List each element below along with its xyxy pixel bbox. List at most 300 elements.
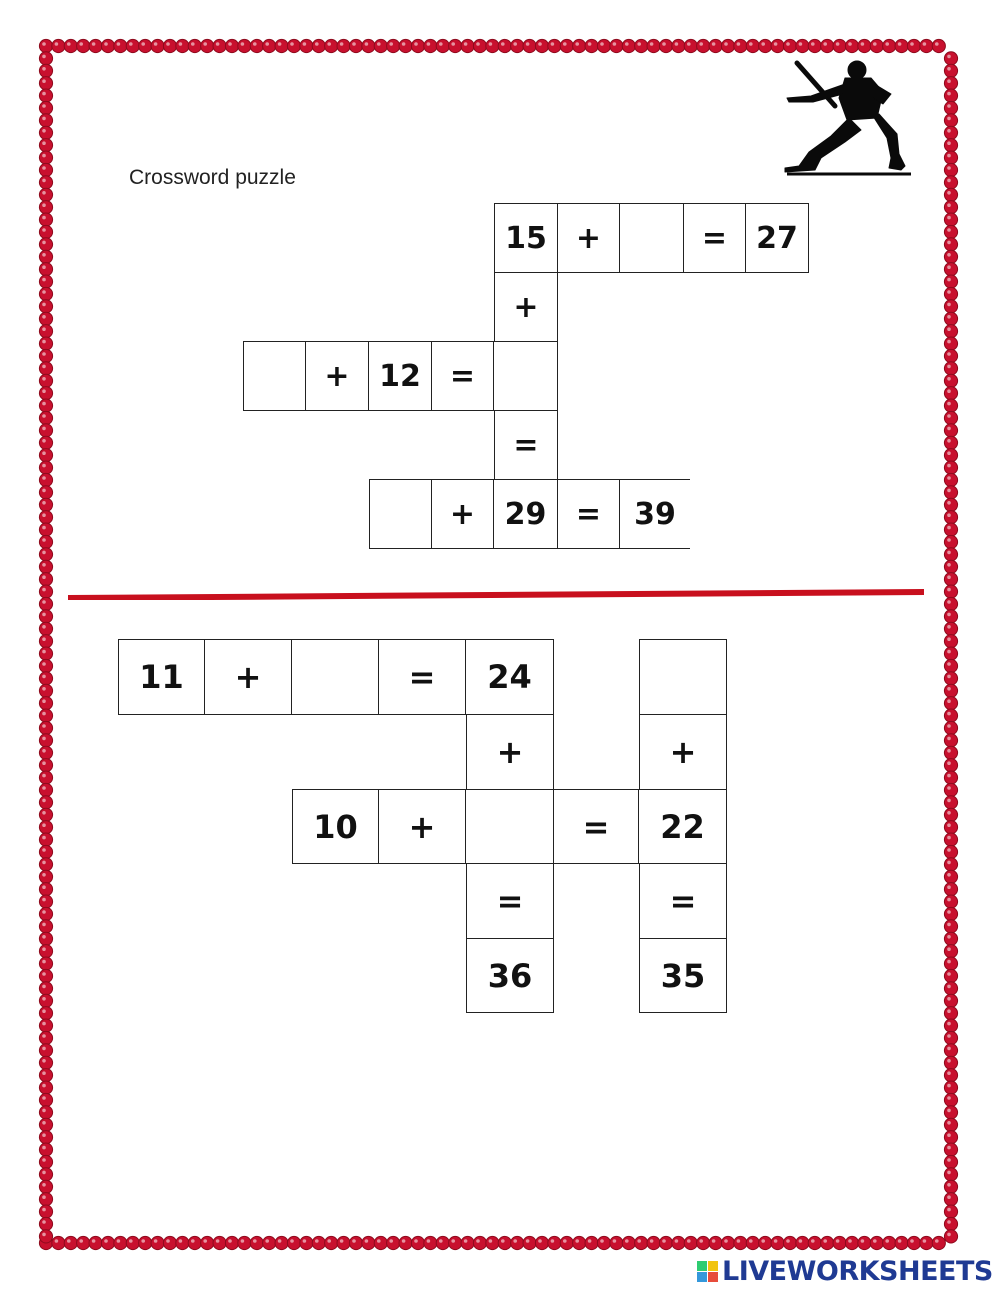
border-bead-highlight: [625, 1239, 629, 1243]
border-bead-highlight: [687, 1239, 691, 1243]
border-bead: [944, 746, 957, 759]
border-bead-highlight: [42, 960, 46, 964]
border-bead: [39, 511, 52, 524]
border-bead-highlight: [42, 439, 46, 443]
border-bead-highlight: [947, 216, 951, 220]
border-bead: [944, 659, 957, 672]
answer-cell[interactable]: [466, 789, 554, 864]
border-bead: [498, 1236, 511, 1249]
border-bead: [39, 89, 52, 102]
border-bead-highlight: [947, 563, 951, 567]
border-bead-highlight: [42, 749, 46, 753]
border-bead: [573, 1236, 586, 1249]
answer-cell[interactable]: [494, 341, 558, 411]
border-bead-highlight: [947, 228, 951, 232]
border-bead: [585, 39, 598, 52]
border-bead-highlight: [42, 1195, 46, 1199]
border-bead: [944, 523, 957, 536]
border-bead-highlight: [947, 600, 951, 604]
border-bead: [944, 796, 957, 809]
border-bead-highlight: [947, 55, 951, 59]
border-bead: [821, 1236, 834, 1249]
answer-cell[interactable]: [369, 479, 432, 549]
border-bead: [362, 39, 375, 52]
border-bead: [944, 436, 957, 449]
border-bead-highlight: [551, 42, 555, 46]
equals-cell: =: [558, 479, 620, 549]
border-bead: [39, 870, 52, 883]
border-bead: [362, 1236, 375, 1249]
border-bead: [39, 225, 52, 238]
border-bead-highlight: [947, 910, 951, 914]
border-bead-highlight: [427, 1239, 431, 1243]
border-bead: [944, 238, 957, 251]
border-bead-highlight: [42, 476, 46, 480]
border-bead: [883, 39, 896, 52]
border-bead-highlight: [848, 1239, 852, 1243]
border-bead: [659, 1236, 672, 1249]
answer-cell[interactable]: [243, 341, 306, 411]
border-bead: [337, 1236, 350, 1249]
border-bead-highlight: [352, 42, 356, 46]
border-bead-highlight: [873, 42, 877, 46]
border-bead-highlight: [823, 1239, 827, 1243]
border-bead: [39, 1056, 52, 1069]
border-bead-highlight: [42, 315, 46, 319]
border-bead-highlight: [92, 42, 96, 46]
border-bead: [944, 473, 957, 486]
border-bead-highlight: [699, 42, 703, 46]
liveworksheets-brand[interactable]: [697, 1255, 993, 1287]
border-bead: [39, 473, 52, 486]
border-bead: [486, 1236, 499, 1249]
border-bead: [944, 399, 957, 412]
border-bead: [263, 39, 276, 52]
border-bead: [944, 151, 957, 164]
border-bead: [349, 39, 362, 52]
border-bead: [250, 1236, 263, 1249]
border-bead-highlight: [402, 1239, 406, 1243]
border-bead-highlight: [935, 1239, 939, 1243]
border-bead-highlight: [42, 675, 46, 679]
border-bead: [337, 39, 350, 52]
border-bead: [39, 64, 52, 77]
border-bead: [944, 672, 957, 685]
border-bead: [39, 1230, 52, 1243]
border-bead: [944, 1168, 957, 1181]
border-bead: [39, 250, 52, 263]
border-bead: [39, 957, 52, 970]
border-bead-highlight: [79, 1239, 83, 1243]
border-bead: [374, 1236, 387, 1249]
border-bead-highlight: [947, 1009, 951, 1013]
border-bead: [944, 1019, 957, 1032]
border-bead-highlight: [712, 1239, 716, 1243]
border-bead: [39, 275, 52, 288]
border-bead: [39, 1155, 52, 1168]
border-bead: [746, 1236, 759, 1249]
border-bead-highlight: [278, 42, 282, 46]
border-bead: [721, 39, 734, 52]
border-bead: [39, 201, 52, 214]
border-bead: [771, 1236, 784, 1249]
border-bead: [944, 994, 957, 1007]
border-bead-highlight: [947, 1171, 951, 1175]
border-bead-highlight: [774, 42, 778, 46]
border-bead: [684, 1236, 697, 1249]
border-bead: [734, 39, 747, 52]
border-bead-highlight: [947, 265, 951, 269]
border-bead: [176, 1236, 189, 1249]
border-bead: [697, 1236, 710, 1249]
border-bead-highlight: [575, 42, 579, 46]
border-bead: [944, 883, 957, 896]
border-bead-highlight: [327, 42, 331, 46]
border-bead-highlight: [947, 377, 951, 381]
border-bead: [783, 39, 796, 52]
border-bead-highlight: [42, 117, 46, 121]
border-bead: [275, 1236, 288, 1249]
border-bead-highlight: [947, 811, 951, 815]
border-bead-highlight: [947, 476, 951, 480]
border-bead-highlight: [575, 1239, 579, 1243]
border-bead: [201, 1236, 214, 1249]
border-bead-highlight: [724, 1239, 728, 1243]
border-bead: [610, 39, 623, 52]
border-bead: [944, 907, 957, 920]
ninja-silhouette-icon: [775, 58, 915, 183]
border-bead-highlight: [947, 1133, 951, 1137]
border-bead-highlight: [501, 42, 505, 46]
border-bead: [39, 907, 52, 920]
border-bead: [845, 1236, 858, 1249]
border-bead-highlight: [947, 1208, 951, 1212]
border-bead-highlight: [278, 1239, 282, 1243]
border-bead: [944, 969, 957, 982]
border-bead: [39, 163, 52, 176]
equals-cell: =: [639, 864, 727, 939]
border-bead: [944, 982, 957, 995]
border-bead: [870, 39, 883, 52]
border-bead: [101, 39, 114, 52]
border-bead: [944, 610, 957, 623]
border-bead: [39, 845, 52, 858]
border-bead: [944, 139, 957, 152]
border-bead-highlight: [42, 451, 46, 455]
border-bead: [944, 411, 957, 424]
border-bead: [486, 39, 499, 52]
border-bead: [944, 325, 957, 338]
border-bead-highlight: [947, 1034, 951, 1038]
border-bead: [461, 1236, 474, 1249]
border-bead: [944, 287, 957, 300]
border-bead: [39, 188, 52, 201]
border-bead: [944, 858, 957, 871]
border-bead: [944, 597, 957, 610]
border-bead: [39, 746, 52, 759]
border-bead-highlight: [501, 1239, 505, 1243]
border-bead-highlight: [513, 1239, 517, 1243]
border-bead: [944, 721, 957, 734]
grid-cell: 29: [494, 479, 558, 549]
border-bead-highlight: [42, 1121, 46, 1125]
border-bead-highlight: [191, 1239, 195, 1243]
border-bead-highlight: [947, 786, 951, 790]
border-bead: [39, 436, 52, 449]
border-bead-highlight: [42, 92, 46, 96]
border-bead: [39, 659, 52, 672]
border-bead-highlight: [947, 774, 951, 778]
border-bead: [39, 387, 52, 400]
border-bead-highlight: [42, 699, 46, 703]
border-bead-highlight: [42, 985, 46, 989]
border-bead: [944, 1230, 957, 1243]
border-bead-highlight: [947, 1220, 951, 1224]
border-bead: [39, 982, 52, 995]
border-bead: [511, 1236, 524, 1249]
operator-cell: +: [639, 715, 727, 789]
answer-cell[interactable]: [620, 203, 684, 273]
border-bead-highlight: [464, 42, 468, 46]
border-bead: [944, 709, 957, 722]
border-bead: [39, 39, 52, 52]
border-bead: [424, 39, 437, 52]
border-bead-highlight: [42, 575, 46, 579]
border-bead-highlight: [811, 42, 815, 46]
border-bead: [39, 461, 52, 474]
border-bead: [944, 1069, 957, 1082]
border-bead-highlight: [179, 1239, 183, 1243]
border-bead: [944, 424, 957, 437]
border-bead-highlight: [42, 427, 46, 431]
border-bead-highlight: [947, 389, 951, 393]
border-bead: [548, 39, 561, 52]
border-bead: [523, 39, 536, 52]
border-bead: [944, 870, 957, 883]
border-bead-highlight: [947, 699, 951, 703]
border-bead: [39, 238, 52, 251]
operator-cell: +: [494, 273, 558, 341]
operator-cell: +: [306, 341, 369, 411]
border-bead: [523, 1236, 536, 1249]
border-bead: [39, 945, 52, 958]
border-bead-highlight: [451, 1239, 455, 1243]
border-bead-highlight: [947, 997, 951, 1001]
border-bead-highlight: [216, 1239, 220, 1243]
border-bead: [944, 697, 957, 710]
border-bead: [944, 560, 957, 573]
border-bead-highlight: [861, 1239, 865, 1243]
border-bead: [39, 1168, 52, 1181]
border-bead: [944, 808, 957, 821]
border-bead-highlight: [947, 141, 951, 145]
border-bead-highlight: [154, 1239, 158, 1243]
border-bead: [597, 1236, 610, 1249]
border-bead-highlight: [947, 1071, 951, 1075]
border-bead: [349, 1236, 362, 1249]
border-bead: [944, 387, 957, 400]
border-bead: [585, 1236, 598, 1249]
border-bead-highlight: [166, 1239, 170, 1243]
grid-cell: 24: [466, 639, 554, 715]
border-bead: [944, 1031, 957, 1044]
border-bead: [39, 647, 52, 660]
border-bead: [114, 39, 127, 52]
border-bead: [944, 374, 957, 387]
operator-cell: +: [466, 715, 554, 789]
border-bead-highlight: [947, 439, 951, 443]
border-bead-highlight: [42, 538, 46, 542]
border-bead: [201, 39, 214, 52]
border-bead: [411, 39, 424, 52]
border-bead: [771, 39, 784, 52]
border-bead-highlight: [947, 427, 951, 431]
border-bead: [944, 114, 957, 127]
border-bead: [944, 52, 957, 65]
border-bead: [944, 163, 957, 176]
border-bead-highlight: [898, 42, 902, 46]
border-bead: [635, 39, 648, 52]
border-bead: [39, 759, 52, 772]
border-bead-highlight: [42, 55, 46, 59]
border-bead: [783, 1236, 796, 1249]
border-bead-highlight: [129, 1239, 133, 1243]
border-bead: [944, 1093, 957, 1106]
border-bead: [424, 1236, 437, 1249]
border-bead: [944, 1193, 957, 1206]
border-bead-highlight: [42, 799, 46, 803]
border-bead: [436, 39, 449, 52]
border-bead-highlight: [253, 42, 257, 46]
border-bead: [870, 1236, 883, 1249]
equals-cell: =: [379, 639, 466, 715]
border-bead-highlight: [947, 290, 951, 294]
border-bead-highlight: [947, 687, 951, 691]
border-bead: [932, 1236, 945, 1249]
border-bead-highlight: [947, 761, 951, 765]
border-bead: [39, 287, 52, 300]
border-bead: [895, 39, 908, 52]
border-bead: [449, 39, 462, 52]
border-bead: [920, 1236, 933, 1249]
border-bead: [610, 1236, 623, 1249]
border-bead-highlight: [513, 42, 517, 46]
border-bead-highlight: [42, 724, 46, 728]
border-bead: [560, 1236, 573, 1249]
border-bead: [944, 845, 957, 858]
border-bead-highlight: [588, 1239, 592, 1243]
border-bead-highlight: [885, 1239, 889, 1243]
border-bead-highlight: [947, 79, 951, 83]
border-bead: [944, 1007, 957, 1020]
border-bead-highlight: [724, 42, 728, 46]
border-bead-highlight: [476, 1239, 480, 1243]
border-bead: [944, 622, 957, 635]
border-bead: [39, 610, 52, 623]
border-bead-highlight: [327, 1239, 331, 1243]
border-bead-highlight: [947, 166, 951, 170]
border-bead-highlight: [42, 1084, 46, 1088]
border-bead: [672, 39, 685, 52]
border-bead-highlight: [42, 823, 46, 827]
border-bead-highlight: [947, 117, 951, 121]
border-bead: [39, 1106, 52, 1119]
border-bead-highlight: [625, 42, 629, 46]
border-bead: [944, 932, 957, 945]
border-bead: [659, 39, 672, 52]
border-bead: [411, 1236, 424, 1249]
border-bead: [944, 783, 957, 796]
border-bead-highlight: [42, 712, 46, 716]
border-bead-highlight: [861, 42, 865, 46]
border-bead-highlight: [947, 451, 951, 455]
border-bead: [39, 176, 52, 189]
border-bead-highlight: [662, 1239, 666, 1243]
border-bead: [39, 1131, 52, 1144]
border-bead-highlight: [42, 1220, 46, 1224]
border-bead: [833, 39, 846, 52]
border-bead: [944, 821, 957, 834]
border-bead: [399, 1236, 412, 1249]
border-bead: [39, 697, 52, 710]
answer-cell[interactable]: [292, 639, 379, 715]
border-bead-highlight: [203, 42, 207, 46]
border-bead-highlight: [42, 377, 46, 381]
border-bead-highlight: [947, 352, 951, 356]
border-bead-highlight: [42, 216, 46, 220]
border-bead: [461, 39, 474, 52]
border-bead: [944, 89, 957, 102]
border-bead-highlight: [947, 848, 951, 852]
border-bead-highlight: [947, 960, 951, 964]
border-bead-highlight: [42, 340, 46, 344]
border-bead-highlight: [42, 1158, 46, 1162]
grid-cell: 10: [292, 789, 379, 864]
border-bead-highlight: [947, 637, 951, 641]
border-bead-highlight: [42, 290, 46, 294]
border-bead: [39, 151, 52, 164]
border-bead: [39, 325, 52, 338]
border-bead-highlight: [42, 873, 46, 877]
border-bead: [39, 486, 52, 499]
border-bead-highlight: [947, 737, 951, 741]
brand-name: LIVEWORKSHEETS: [722, 1255, 993, 1287]
border-bead: [944, 126, 957, 139]
grid-cell: 15: [494, 203, 558, 273]
border-bead: [944, 300, 957, 313]
border-bead: [39, 858, 52, 871]
border-bead: [287, 39, 300, 52]
answer-cell[interactable]: [639, 639, 727, 715]
border-bead-highlight: [42, 1096, 46, 1100]
border-bead-highlight: [526, 1239, 530, 1243]
border-bead-highlight: [464, 1239, 468, 1243]
border-bead-highlight: [947, 1183, 951, 1187]
border-bead-highlight: [749, 1239, 753, 1243]
border-bead: [39, 1205, 52, 1218]
border-bead: [944, 759, 957, 772]
border-bead-highlight: [42, 228, 46, 232]
border-bead: [312, 39, 325, 52]
border-bead-highlight: [947, 1109, 951, 1113]
border-bead: [39, 1081, 52, 1094]
border-bead: [944, 213, 957, 226]
border-bead-highlight: [947, 588, 951, 592]
border-bead-highlight: [42, 774, 46, 778]
border-bead: [858, 39, 871, 52]
border-bead-highlight: [265, 42, 269, 46]
border-bead-highlight: [42, 513, 46, 517]
